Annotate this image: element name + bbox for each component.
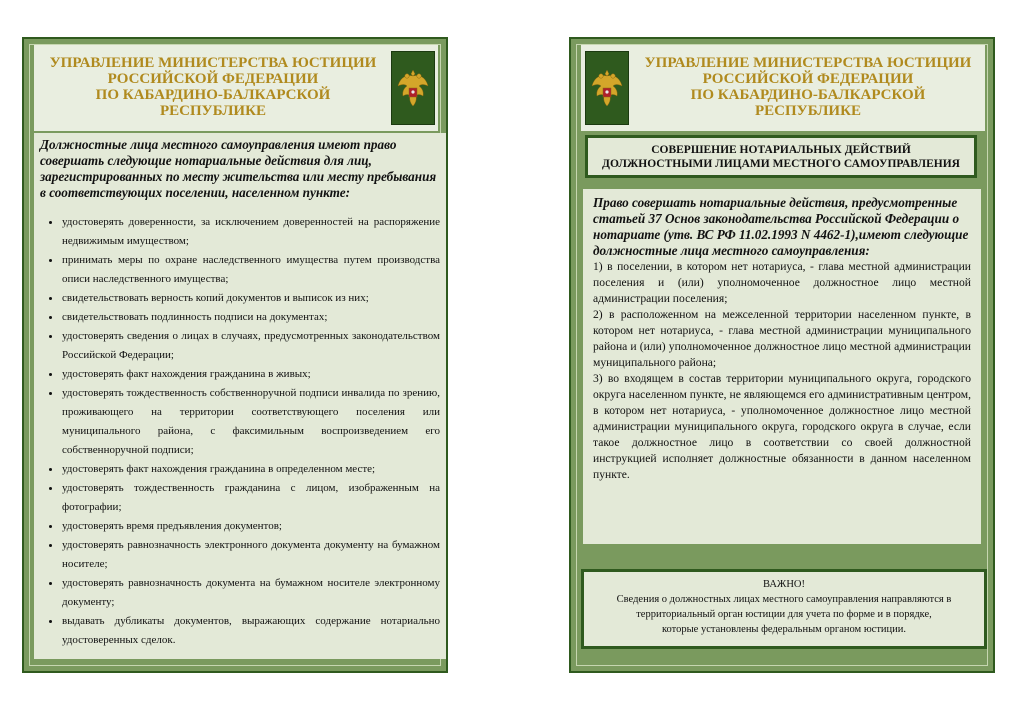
important-notice-box: [581, 569, 987, 649]
duties-list: [40, 213, 440, 650]
list-item: • удостоверять факт нахождения гражданина в живых;: [61, 365, 440, 384]
section-title-line-2: ДОЛЖНОСТНЫМИ ЛИЦАМИ МЕСТНОГО САМОУПРАВЛЕНИЯ: [602, 158, 960, 170]
title-line-4: РЕСПУБЛИКЕ: [160, 103, 266, 119]
title-line-4: РЕСПУБЛИКЕ: [755, 103, 861, 119]
important-text-line-2: территориальный орган юстиции для учета по форме и в порядке,: [636, 609, 932, 620]
title-line-1: УПРАВЛЕНИЕ МИНИСТЕРСТВА ЮСТИЦИИ: [49, 55, 377, 71]
section-title-line-1: СОВЕРШЕНИЕ НОТАРИАЛЬНЫХ ДЕЙСТВИЙ: [651, 144, 911, 156]
list-item: • удостоверять равнозначность документа на бумажном носителе электронному документу;: [61, 574, 440, 612]
point-3: 3) во входящем в состав территории муниципального округа, городского округа населенном пункте, не являющемся его административным центром, в котором нет нотариуса, - уполномоченное должностное лицо местной администрации муниципального округа, городского округа в случае, если такое должностное лицо в соответствии со своей должностной инструкцией исполняет должностные обязанности в данном населенном пункте.: [593, 372, 971, 481]
title-line-2: РОССИЙСКОЙ ФЕДЕРАЦИИ: [107, 71, 319, 87]
list-item: • удостоверять время предъявления документов;: [61, 517, 440, 536]
title-line-1: УПРАВЛЕНИЕ МИНИСТЕРСТВА ЮСТИЦИИ: [644, 55, 972, 71]
important-text-line-1: Сведения о должностных лицах местного самоуправления направляются в: [616, 594, 952, 605]
list-item: • удостоверять тождественность гражданина с лицом, изображенным на фотографии;: [61, 479, 440, 517]
point-1: 1) в поселении, в котором нет нотариуса, - глава местной администрации поселения и (или) уполномоченное должностное лицо местной администрации поселения;: [593, 260, 971, 305]
list-item: • свидетельствовать верность копий документов и выписок из них;: [61, 289, 440, 308]
right-header-title: [633, 55, 983, 119]
list-item: • удостоверять тождественность собственноручной подписи инвалида по зрению, проживающего на территории соответствующего поселения или муниципального района, с факсимильным воспроизведением его собственноручной подписи;: [61, 384, 440, 460]
left-leaflet-panel: [22, 37, 448, 673]
list-item: • свидетельствовать подлинность подписи на документах;: [61, 308, 440, 327]
list-item: • принимать меры по охране наследственного имущества путем производства описи наследственного имущества;: [61, 251, 440, 289]
important-text-line-3: которые установлены федеральным органом юстиции.: [661, 624, 907, 635]
left-header-title: [40, 55, 386, 119]
list-item: • удостоверять равнозначность электронного документа документу на бумажном носителе;: [61, 536, 440, 574]
right-intro: Право совершать нотариальные действия, предусмотренные статьей 37 Основ законодательства Российской Федерации о нотариате (утв. ВС РФ 11.02.1993 N 4462-1),имеют следующие должностные лица местного самоуправления:: [593, 195, 969, 258]
right-text-box: [583, 189, 981, 544]
title-line-3: ПО КАБАРДИНО-БАЛКАРСКОЙ: [690, 87, 926, 103]
left-text-box: [34, 133, 446, 659]
left-intro: Должностные лица местного самоуправления имеют право совершать следующие нотариальные действия для лиц, зарегистрированных по месту жительства или месту пребывания в соответствующих поселении, населенном пункте:: [40, 137, 437, 200]
point-2: 2) в расположенном на межселенной территории населенном пункте, в котором нет нотариуса, - глава местной администрации муниципального района и (или) уполномоченное должностное лицо местной администрации муниципального района;: [593, 308, 971, 369]
right-header: [581, 45, 985, 131]
section-title-box: [585, 135, 977, 178]
list-item: • удостоверять доверенности, за исключением доверенностей на распоряжение недвижимым имуществом;: [61, 213, 440, 251]
coat-of-arms-emblem-icon: [585, 51, 629, 125]
title-line-3: ПО КАБАРДИНО-БАЛКАРСКОЙ: [95, 87, 331, 103]
coat-of-arms-emblem-icon: [391, 51, 435, 125]
right-leaflet-panel: [569, 37, 995, 673]
important-label: ВАЖНО!: [763, 579, 805, 590]
list-item: • выдавать дубликаты документов, выражающих содержание нотариально удостоверенных сделок.: [61, 612, 440, 650]
left-header: [34, 45, 438, 131]
list-item: • удостоверять сведения о лицах в случаях, предусмотренных законодательством Российской Федерации;: [61, 327, 440, 365]
list-item: • удостоверять факт нахождения гражданина в определенном месте;: [61, 460, 440, 479]
title-line-2: РОССИЙСКОЙ ФЕДЕРАЦИИ: [702, 71, 914, 87]
